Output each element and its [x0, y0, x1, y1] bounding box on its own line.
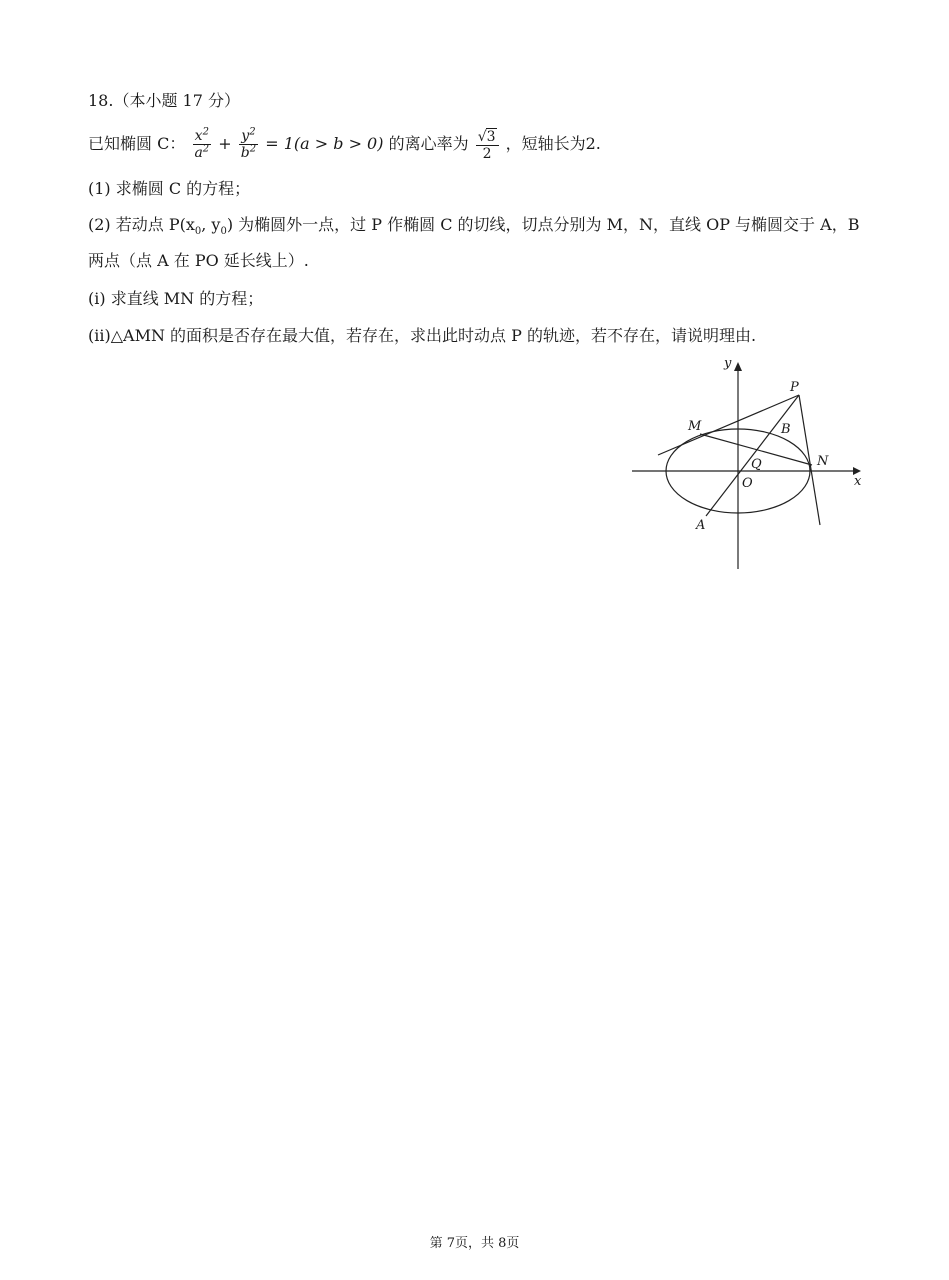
part-2-i: (i) 求直线 MN 的方程； — [88, 289, 264, 308]
tangent-pm — [658, 395, 799, 455]
label-o: O — [742, 476, 753, 491]
problem-stem — [88, 124, 601, 164]
eccentricity-text: 的离心率为 — [388, 134, 469, 153]
problem-header: 18.（本小题 17 分） — [88, 91, 240, 110]
figure-svg — [628, 353, 868, 573]
label-p: P — [790, 380, 799, 395]
line-op — [706, 395, 799, 516]
part-1: (1) 求椭圆 C 的方程； — [88, 179, 251, 198]
label-x: x — [854, 474, 862, 489]
label-a: A — [696, 518, 706, 533]
label-m: M — [688, 419, 702, 434]
fraction-y2-b2: $\frac{y^2}{b^2}$ — [240, 126, 257, 161]
part-2-ii: (ii)△AMN 的面积是否存在最大值，若存在，求出此时动点 P 的轨迹，若不存在，请说明理由. — [88, 326, 757, 345]
ellipse-tangent-figure — [628, 353, 868, 573]
fraction-x2-a2: $\frac{x^2}{a^2}$ — [194, 126, 210, 161]
part-2-line-2: 两点（点 A 在 PO 延长线上）. — [88, 251, 309, 270]
y-axis-arrow — [734, 362, 742, 371]
equation-tail: = 1(a > b > 0) — [265, 134, 384, 153]
stem-prefix: 已知椭圆 C： — [88, 134, 186, 153]
label-q: Q — [751, 457, 762, 472]
label-n: N — [817, 454, 829, 469]
label-b: B — [781, 422, 791, 437]
fraction-sqrt3-over-2: √ 3 2 — [476, 128, 499, 162]
stem-suffix: ，短轴长为2. — [505, 134, 601, 153]
page-footer: 第 7页，共 8页 — [429, 1236, 520, 1251]
label-y: y — [724, 356, 732, 371]
plus-sign: + — [218, 134, 232, 153]
part-2-line-1: (2) 若动点 $P(x_0$, $y_0$) 为椭圆外一点，过 P 作椭圆 C 的切线，切点分别为 M，N，直线 OP 与椭圆交于 A，B — [88, 215, 860, 238]
